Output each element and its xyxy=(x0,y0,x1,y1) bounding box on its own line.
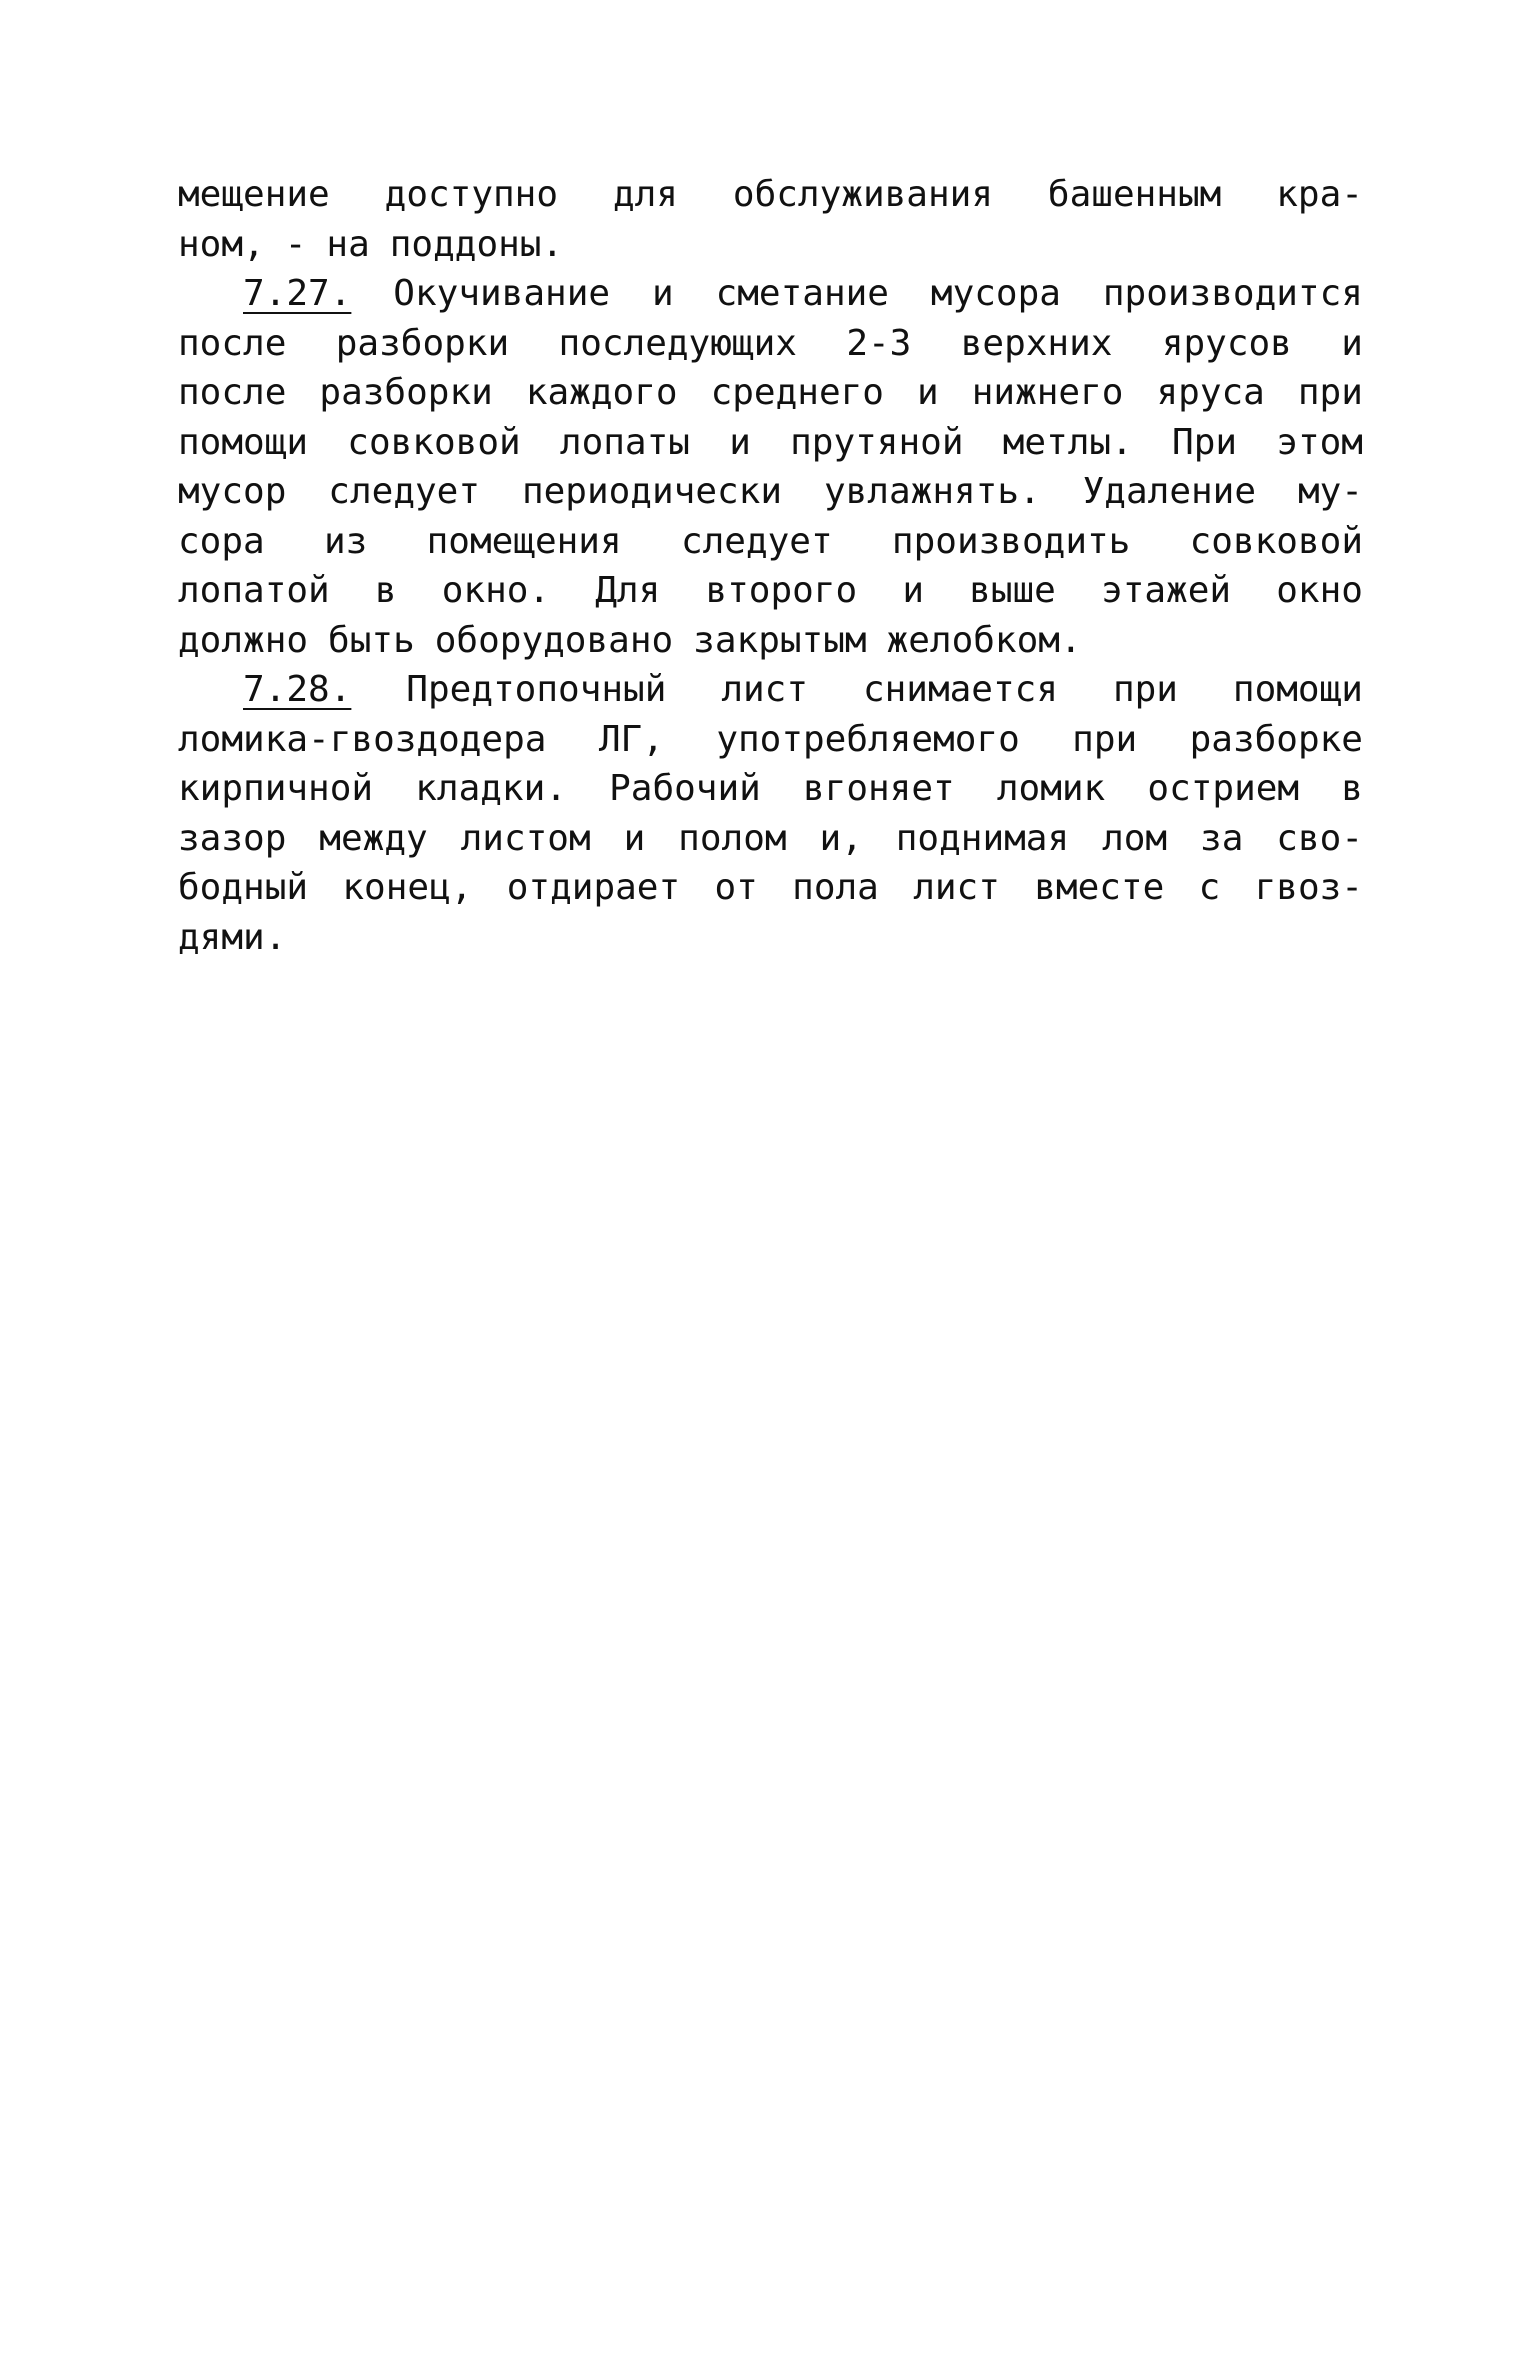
word: в xyxy=(1341,768,1363,809)
word: среднего xyxy=(710,372,884,413)
word: и xyxy=(917,372,939,413)
text-line xyxy=(178,368,1363,418)
word: Для xyxy=(595,570,661,611)
word: полом xyxy=(678,817,787,859)
word: после xyxy=(178,372,287,413)
word: - xyxy=(284,223,307,265)
word: при xyxy=(1072,718,1138,760)
word: помощи xyxy=(178,421,309,463)
word: поднимая xyxy=(895,817,1070,859)
word: мещение xyxy=(178,174,330,215)
word: кирпичной xyxy=(178,768,374,809)
word: увлажнять. xyxy=(823,471,1041,512)
word: из xyxy=(323,520,368,562)
word: лопатой xyxy=(178,570,330,611)
word: ярусов xyxy=(1161,322,1292,364)
word: производить xyxy=(891,520,1131,562)
text-line xyxy=(178,665,1363,715)
text-line xyxy=(178,220,1363,270)
word: и xyxy=(623,817,646,859)
word: следует xyxy=(328,471,481,512)
word: каждого xyxy=(525,372,678,413)
word: разборки xyxy=(319,372,493,413)
word: нижнего xyxy=(971,372,1124,413)
word: употребляемого xyxy=(716,718,1020,760)
text-block xyxy=(178,170,1363,962)
word: сво- xyxy=(1276,817,1363,859)
word: в xyxy=(374,570,397,611)
section-number: 7.28. xyxy=(243,669,352,710)
word: яруса xyxy=(1156,372,1265,413)
text-line xyxy=(178,566,1363,616)
word: разборке xyxy=(1189,718,1363,760)
word: следует xyxy=(680,520,833,562)
word: сора xyxy=(178,520,265,562)
word: последующих xyxy=(558,322,797,364)
word: гвоз- xyxy=(1254,867,1363,908)
word: должно xyxy=(178,619,309,661)
word: кра- xyxy=(1276,174,1363,215)
word: лист xyxy=(721,669,809,710)
word: быть xyxy=(328,619,415,661)
text-line xyxy=(178,715,1363,765)
word: ном, xyxy=(178,223,265,265)
word: метлы. xyxy=(1002,421,1133,463)
word: башенным xyxy=(1047,174,1222,215)
word: и, xyxy=(819,817,863,859)
word: доступно xyxy=(384,174,559,215)
word: Рабочий xyxy=(609,768,761,809)
word: выше xyxy=(969,570,1056,611)
section-number: 7.27. xyxy=(243,273,352,314)
word: совковой xyxy=(347,421,521,463)
word: от xyxy=(714,867,758,908)
word: помещения xyxy=(426,520,622,562)
text-line xyxy=(178,764,1363,814)
word: вместе xyxy=(1034,867,1165,908)
word: совковой xyxy=(1189,520,1363,562)
word: после xyxy=(178,322,287,364)
word: для xyxy=(612,174,678,215)
word: желобком. xyxy=(886,619,1082,661)
word: и xyxy=(1341,322,1363,364)
text-line xyxy=(178,616,1363,666)
word: листом xyxy=(460,817,591,859)
word: лопаты xyxy=(559,421,690,463)
word: закрытым xyxy=(693,619,867,661)
text-line xyxy=(178,913,1363,963)
word: зазор xyxy=(178,817,287,859)
word: за xyxy=(1200,817,1244,859)
word: сметание xyxy=(715,273,889,314)
word: му- xyxy=(1297,471,1363,512)
word: оборудовано xyxy=(434,619,674,661)
word: помощи xyxy=(1232,669,1363,710)
word: лом xyxy=(1102,817,1168,859)
word: обслуживания xyxy=(732,174,993,215)
word: верхних xyxy=(960,322,1113,364)
word: ломик xyxy=(996,768,1106,809)
text-line xyxy=(178,863,1363,913)
word: острием xyxy=(1147,768,1300,809)
word: снимается xyxy=(862,669,1059,710)
word: Предтопочный xyxy=(406,669,667,710)
word: окно. xyxy=(441,570,551,611)
word: при xyxy=(1297,372,1363,413)
word: Удаление xyxy=(1082,471,1257,512)
word: этом xyxy=(1276,421,1363,463)
text-line xyxy=(178,418,1363,468)
word: поддоны. xyxy=(389,223,564,265)
word: 2-3 xyxy=(846,322,912,364)
word: производится xyxy=(1102,273,1363,314)
word: разборки xyxy=(335,322,510,364)
word: и xyxy=(651,273,674,314)
text-line xyxy=(178,170,1363,220)
word: второго xyxy=(705,570,858,611)
word: при xyxy=(1112,669,1178,710)
word: с xyxy=(1198,867,1221,908)
word: этажей xyxy=(1101,570,1232,611)
word: пола xyxy=(792,867,879,908)
word: вгоняет xyxy=(802,768,955,809)
word: Окучивание xyxy=(393,273,611,314)
word: дями. xyxy=(178,916,287,958)
word: окно xyxy=(1276,570,1363,611)
word: и xyxy=(902,570,924,611)
word: ломика-гвоздодера xyxy=(178,718,547,760)
word: периодически xyxy=(521,471,783,512)
word: на xyxy=(326,223,370,265)
text-line xyxy=(178,814,1363,864)
text-line xyxy=(178,269,1363,319)
word: мусор xyxy=(178,471,287,512)
word: При xyxy=(1172,421,1238,463)
text-line xyxy=(178,319,1363,369)
word: лист xyxy=(913,867,1000,908)
word: ЛГ, xyxy=(598,718,664,760)
word: конец, xyxy=(342,867,473,908)
text-line xyxy=(178,467,1363,517)
text-line xyxy=(178,517,1363,567)
word: и xyxy=(729,421,751,463)
word: отдирает xyxy=(506,867,681,908)
word: прутяной xyxy=(790,421,964,463)
word: между xyxy=(319,817,428,859)
word: кладки. xyxy=(415,768,567,809)
word: мусора xyxy=(930,273,1061,314)
word: бодный xyxy=(178,867,309,908)
